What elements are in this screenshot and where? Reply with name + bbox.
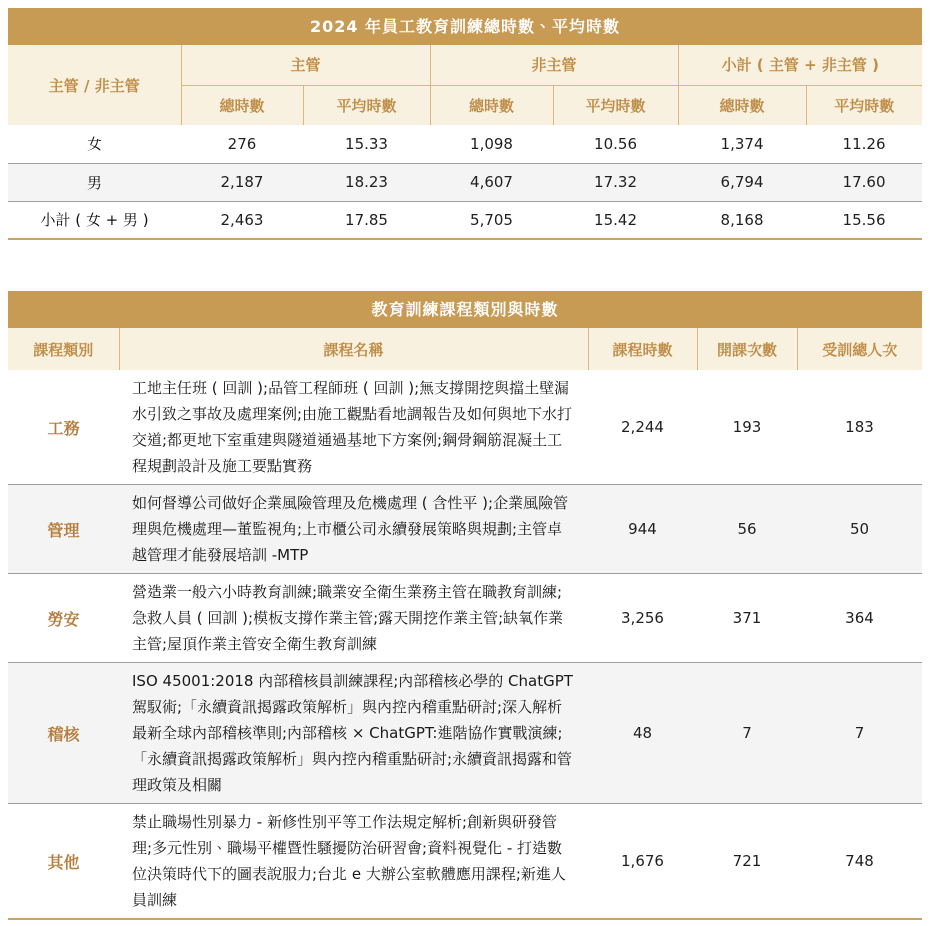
table-row-female bbox=[8, 125, 922, 163]
value-cell: 2,187 bbox=[181, 163, 303, 201]
value-cell: 4,607 bbox=[430, 163, 553, 201]
col-header-course-category: 課程類別 bbox=[8, 328, 119, 370]
session-count-cell: 193 bbox=[732, 418, 762, 436]
col-header-nonsupervisor-average-hours: 平均時數 bbox=[553, 85, 678, 125]
course-row-management bbox=[8, 485, 922, 574]
value-cell: 15.56 bbox=[806, 201, 922, 239]
category-label: 管理 bbox=[8, 485, 119, 574]
course-row-labor-safety bbox=[8, 574, 922, 663]
course-row-audit bbox=[8, 663, 922, 804]
training-hours-table bbox=[8, 45, 922, 240]
value-cell: 17.32 bbox=[553, 163, 678, 201]
course-row-other bbox=[8, 804, 922, 920]
row-label: 小計 ( 女 + 男 ) bbox=[8, 201, 181, 239]
table-row-male bbox=[8, 163, 922, 201]
value-cell: 5,705 bbox=[430, 201, 553, 239]
col-header-session-count: 開課次數 bbox=[697, 328, 797, 370]
trainee-count-cell: 50 bbox=[797, 485, 922, 574]
course-hours-cell: 48 bbox=[588, 663, 697, 804]
session-count-cell: 721 bbox=[697, 804, 797, 920]
row-label: 男 bbox=[8, 163, 181, 201]
course-names: ISO 45001:2018 內部稽核員訓練課程;內部稽核必學的 ChatGPT 駕馭術;「永續資訊揭露政策解析」與內控內稽重點研討;深入解析最新全球內部稽核準則;內部稽核 × ChatGPT:進階協作實戰演練;「永續資訊揭露政策解析」與內控內稽重點研討;永續資訊揭露和管理政策及相關 bbox=[119, 663, 588, 804]
value-cell: 18.23 bbox=[303, 163, 430, 201]
course-hours-cell: 2,244 bbox=[621, 418, 664, 436]
course-hours-cell: 3,256 bbox=[588, 574, 697, 663]
value-cell: 8,168 bbox=[678, 201, 806, 239]
training-hours-title: 2024 年員工教育訓練總時數、平均時數 bbox=[8, 8, 922, 45]
session-count-cell: 7 bbox=[697, 663, 797, 804]
category-label: 稽核 bbox=[8, 663, 119, 804]
table-row-subtotal bbox=[8, 201, 922, 239]
trainee-count-cell: 364 bbox=[797, 574, 922, 663]
category-label: 勞安 bbox=[8, 574, 119, 663]
value-cell: 1,374 bbox=[720, 134, 764, 153]
value-cell: 17.85 bbox=[303, 201, 430, 239]
course-category-table bbox=[8, 328, 922, 920]
row-header-supervisor-nonsupervisor: 主管 / 非主管 bbox=[8, 45, 181, 125]
course-names: 工地主任班 ( 回訓 );品管工程師班 ( 回訓 );無支撐開挖與擋土壁漏水引致之事故及處理案例;由施工觀點看地調報告及如何與地下水打交道;都更地下室重建與隧道通過基地下方案例;鋼骨鋼筋混凝土工程規劃設計及施工要點實務 bbox=[132, 379, 573, 475]
row-label: 女 bbox=[86, 135, 102, 154]
col-header-supervisor-total-hours: 總時數 bbox=[181, 85, 303, 125]
value-cell: 17.60 bbox=[806, 163, 922, 201]
course-category-title: 教育訓練課程類別與時數 bbox=[8, 291, 922, 328]
course-names: 禁止職場性別暴力 - 新修性別平等工作法規定解析;創新與研發管理;多元性別、職場平權暨性騷擾防治研習會;資料視覺化 - 打造數位決策時代下的圖表說服力;台北 e 大辦公室軟體應用課程;新進人員訓練 bbox=[119, 804, 588, 920]
trainee-count-cell: 7 bbox=[797, 663, 922, 804]
trainee-count-cell: 748 bbox=[797, 804, 922, 920]
value-cell: 11.26 bbox=[842, 134, 886, 153]
session-count-cell: 371 bbox=[697, 574, 797, 663]
course-hours-cell: 944 bbox=[588, 485, 697, 574]
group-header-non-supervisor: 非主管 bbox=[430, 45, 678, 85]
course-category-section bbox=[8, 291, 922, 920]
value-cell: 6,794 bbox=[678, 163, 806, 201]
col-header-course-hours: 課程時數 bbox=[588, 328, 697, 370]
col-header-subtotal-average-hours: 平均時數 bbox=[806, 85, 922, 125]
training-hours-section bbox=[8, 8, 922, 240]
group-header-subtotal: 小計 ( 主管 + 非主管 ) bbox=[678, 45, 922, 85]
value-cell: 1,098 bbox=[470, 134, 513, 153]
value-cell: 10.56 bbox=[594, 134, 637, 153]
session-count-cell: 56 bbox=[697, 485, 797, 574]
col-header-nonsupervisor-total-hours: 總時數 bbox=[430, 85, 553, 125]
course-names: 營造業一般六小時教育訓練;職業安全衛生業務主管在職教育訓練;急救人員 ( 回訓 );模板支撐作業主管;露天開挖作業主管;缺氧作業主管;屋頂作業主管安全衛生教育訓練 bbox=[119, 574, 588, 663]
value-cell: 2,463 bbox=[181, 201, 303, 239]
category-label: 其他 bbox=[8, 804, 119, 920]
col-header-subtotal-total-hours: 總時數 bbox=[678, 85, 806, 125]
course-names: 如何督導公司做好企業風險管理及危機處理 ( 含性平 );企業風險管理與危機處理—董監視角;上市櫃公司永續發展策略與規劃;主管卓越管理才能發展培訓 -MTP bbox=[119, 485, 588, 574]
course-hours-cell: 1,676 bbox=[588, 804, 697, 920]
course-row-engineering bbox=[8, 370, 922, 485]
col-header-supervisor-average-hours: 平均時數 bbox=[303, 85, 430, 125]
col-header-course-name: 課程名稱 bbox=[119, 328, 588, 370]
group-header-supervisor: 主管 bbox=[181, 45, 430, 85]
value-cell: 15.33 bbox=[345, 134, 388, 153]
value-cell: 15.42 bbox=[553, 201, 678, 239]
value-cell: 276 bbox=[227, 134, 257, 153]
col-header-trainee-count: 受訓總人次 bbox=[797, 328, 922, 370]
category-label: 工務 bbox=[47, 418, 80, 438]
trainee-count-cell: 183 bbox=[845, 418, 874, 436]
